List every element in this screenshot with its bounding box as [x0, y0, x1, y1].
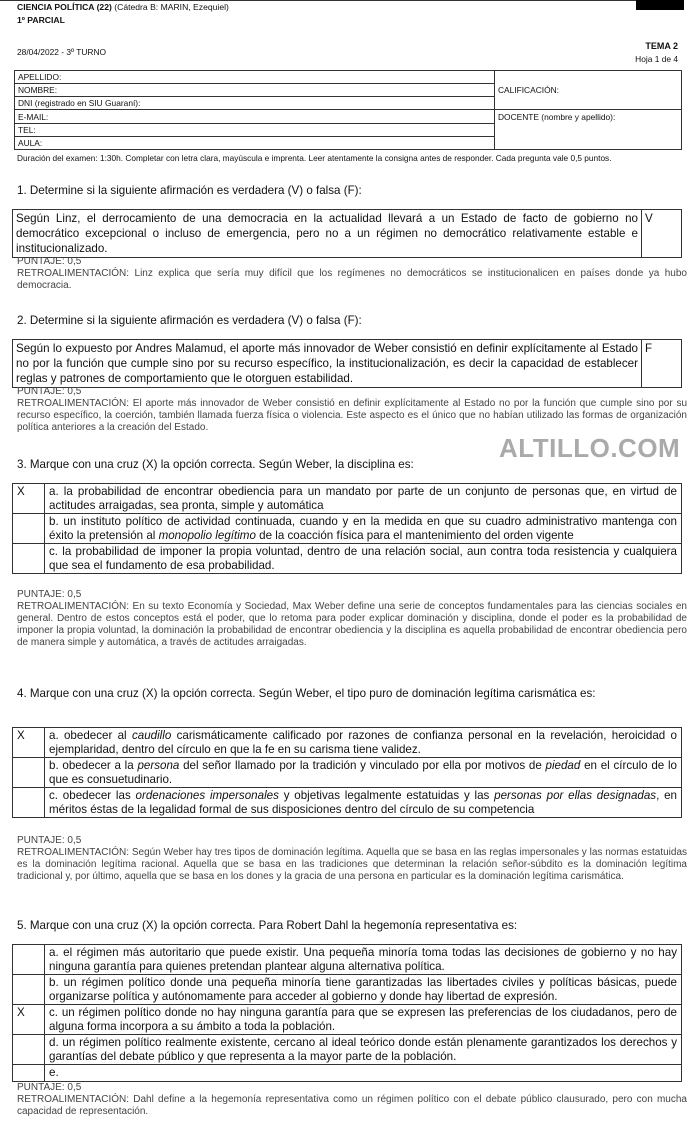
exam-instructions: Duración del examen: 1:30h. Completar con letra clara, mayúscula e imprenta. Leer atentamente la consigna antes de responder. Cada pregunta vale 0,5 puntos.: [17, 153, 612, 163]
option-text: c. la probabilidad de imponer la propia voluntad, dentro de una relación social, aun contra toda resistencia y cualquiera que sea el fundamento de esa probabilidad.: [45, 544, 682, 574]
question-5-option-d: [13, 1035, 682, 1065]
option-text: b. un instituto político de actividad continuada, cuando y en la medida en que su cuadro administrativo mantenga con éxito la pretensión al monopolio legítimo de la coacción física para el mantenimiento del orden vigente: [45, 514, 682, 544]
option-mark[interactable]: X: [13, 484, 45, 514]
option-text: a. la probabilidad de encontrar obediencia para un mandato por parte de un conjunto de personas que, en virtud de actitudes arraigadas, sea pronta, simple y automática: [45, 484, 682, 514]
question-3-feedback: [17, 589, 687, 649]
option-mark[interactable]: X: [13, 728, 45, 758]
option-mark[interactable]: [13, 1035, 45, 1065]
option-mark[interactable]: [13, 544, 45, 574]
docente-field[interactable]: DOCENTE (nombre y apellido):: [495, 110, 682, 150]
question-3-option-a: [13, 484, 682, 514]
option-mark[interactable]: [13, 758, 45, 788]
question-5-option-b: [13, 975, 682, 1005]
question-1-prompt: 1. Determine si la siguiente afirmación es verdadera (V) o falsa (F):: [17, 184, 362, 197]
option-mark[interactable]: X: [13, 1005, 45, 1035]
question-5-prompt: 5. Marque con una cruz (X) la opción correcta. Para Robert Dahl la hegemonía representativa es:: [17, 919, 518, 932]
altillo-watermark: ALTILLO.COM: [499, 433, 681, 463]
question-3-option-c: [13, 544, 682, 574]
question-4-puntaje: PUNTAJE: 0,5: [17, 835, 82, 846]
question-4-option-b: [13, 758, 682, 788]
question-4-feedback: [17, 835, 687, 883]
aula-field[interactable]: AULA:: [15, 136, 495, 149]
question-1-feedback: [17, 256, 687, 292]
header-black-bar: [636, 0, 684, 10]
tema-label: TEMA 2: [645, 41, 678, 51]
question-4-retro: RETROALIMENTACIÓN: Según Weber hay tres tipos de dominación legítima. Aquella que se basa en las reglas impersonales y las normas estatuidas es la dominación legítima racional. Aquella que se basa en las tradiciones que determinan la relación señor-súbdito es la dominación legítima tradicional y, por último, aquella que se basa en los dones y la gracia de una persona en particular es la dominación legítima carismática.: [17, 847, 687, 882]
option-text: b. obedecer a la persona del señor llamado por la tradición y vinculado por ella por motivos de piedad en el círculo de lo que es consuetudinario.: [45, 758, 682, 788]
question-2-feedback: [17, 386, 687, 434]
option-mark[interactable]: [13, 975, 45, 1005]
student-info-form: [14, 70, 682, 150]
exam-date: 28/04/2022 - 3º TURNO: [17, 47, 107, 57]
question-3-options: [12, 483, 682, 574]
question-5-options: [12, 944, 682, 1082]
option-mark[interactable]: [13, 514, 45, 544]
question-5-puntaje: PUNTAJE: 0,5: [17, 1082, 82, 1093]
question-3-puntaje: PUNTAJE: 0,5: [17, 589, 82, 600]
question-2-answer[interactable]: F: [642, 340, 682, 388]
apellido-field[interactable]: APELLIDO:: [15, 71, 495, 84]
tel-field[interactable]: TEL:: [15, 123, 495, 136]
question-3-retro: RETROALIMENTACIÓN: En su texto Economía y Sociedad, Max Weber define una serie de conceptos fundamentales para las ciencias sociales en general. Dentro de estos conceptos está el poder, que lo retoma para poder explicar dominación y disciplina, donde el poder es la probabilidad de imponer la propia voluntad, la dominación la probabilidad de encontrar obediencia y la disciplina es aquella probabilidad de encontrar obediencia pero de manera simple y automática, a través de actitudes arraigadas.: [17, 601, 687, 648]
question-3-prompt: 3. Marque con una cruz (X) la opción correcta. Según Weber, la disciplina es:: [17, 458, 414, 471]
option-text: c. un régimen político donde no hay ninguna garantía para que se expresen las preferencias de los ciudadanos, pero de alguna forma incorpora a su ámbito a toda la población.: [45, 1005, 682, 1035]
option-text: b. un régimen político donde una pequeña minoría tiene garantizadas las libertades civiles y políticas básicas, puede organizarse política y autónomamente para acceder al gobierno y donde hay libertad de expresión.: [45, 975, 682, 1005]
page-count: Hoja 1 de 4: [635, 54, 678, 64]
exam-name: 1º PARCIAL: [17, 15, 65, 25]
question-2-statement: Según lo expuesto por Andres Malamud, el aporte más innovador de Weber consistió en definir explícitamente al Estado no por la función que cumple sino por su recurso específico, la institucionalización, es decir la capacidad de establecer reglas y patrones de comportamiento que le otorguen estabilidad.: [13, 340, 642, 388]
dni-field[interactable]: DNI (registrado en SIU Guaraní):: [15, 97, 495, 110]
question-5-option-a: [13, 945, 682, 975]
question-5-feedback: [17, 1082, 687, 1118]
question-4-option-c: [13, 788, 682, 818]
nombre-field[interactable]: NOMBRE:: [15, 84, 495, 97]
question-2-prompt: 2. Determine si la siguiente afirmación es verdadera (V) o falsa (F):: [17, 314, 362, 327]
question-4-option-a: [13, 728, 682, 758]
question-2-puntaje: PUNTAJE: 0,5: [17, 386, 82, 397]
question-4-prompt: 4. Marque con una cruz (X) la opción correcta. Según Weber, el tipo puro de dominación legítima carismática es:: [17, 687, 596, 700]
question-1-table: [12, 209, 682, 258]
question-5-option-c: [13, 1005, 682, 1035]
option-mark[interactable]: [13, 788, 45, 818]
option-mark[interactable]: [13, 1065, 45, 1082]
question-5-retro: RETROALIMENTACIÓN: Dahl define a la hegemonía representativa como un régimen político con el debate público clausurado, pero con mucha capacidad de representación.: [17, 1094, 687, 1117]
option-text: d. un régimen político realmente existente, cercano al ideal teórico donde están plenamente garantizados los derechos y garantías del debate público y que representa a la mayor parte de la población.: [45, 1035, 682, 1065]
option-text: a. obedecer al caudillo carismáticamente calificado por razones de confianza personal en la revelación, heroicidad o ejemplaridad, dentro del círculo en que la fe en su carisma tiene validez.: [45, 728, 682, 758]
option-mark[interactable]: [13, 945, 45, 975]
course-title: CIENCIA POLÍTICA (22) (Cátedra B: MARIN, Ezequiel): [17, 2, 229, 12]
option-text: c. obedecer las ordenaciones impersonales y objetivas legalmente estatuidas y las personas por ellas designadas, en méritos éstas de la legalidad formal de sus disposiciones dentro del círculo de su competencia: [45, 788, 682, 818]
option-text: e.: [45, 1065, 682, 1082]
email-field[interactable]: E-MAIL:: [15, 110, 495, 123]
question-2-retro: RETROALIMENTACIÓN: El aporte más innovador de Weber consistió en definir explícitamente al Estado no por la función que cumple sino por su recurso específico, la coerción, también llamada fuerza física o violencia. Este aspecto es el único que no habían utilizado las formas de organización política anteriores a la creación del Estado.: [17, 398, 687, 433]
question-4-options: [12, 727, 682, 818]
question-1-retro: RETROALIMENTACIÓN: Linz explica que sería muy difícil que los regímenes no democráticos se institucionalicen en países donde ya hubo democracia.: [17, 268, 687, 291]
option-text: a. el régimen más autoritario que puede existir. Una pequeña minoría toma todas las decisiones de gobierno y no hay ninguna garantía para quienes pretendan plantear alguna alternativa política.: [45, 945, 682, 975]
question-3-option-b: [13, 514, 682, 544]
question-1-puntaje: PUNTAJE: 0,5: [17, 256, 82, 267]
question-5-option-e: [13, 1065, 682, 1082]
question-1-answer[interactable]: V: [642, 210, 682, 258]
top-rule: [0, 0, 636, 1]
question-2-table: [12, 339, 682, 388]
calificacion-field[interactable]: CALIFICACIÓN:: [495, 71, 682, 110]
question-1-statement: Según Linz, el derrocamiento de una democracia en la actualidad llevará a un Estado de facto de gobierno no democrático excepcional o incluso de emergencia, pero no a un régimen no democrático relativamente estable e institucionalizado.: [13, 210, 642, 258]
